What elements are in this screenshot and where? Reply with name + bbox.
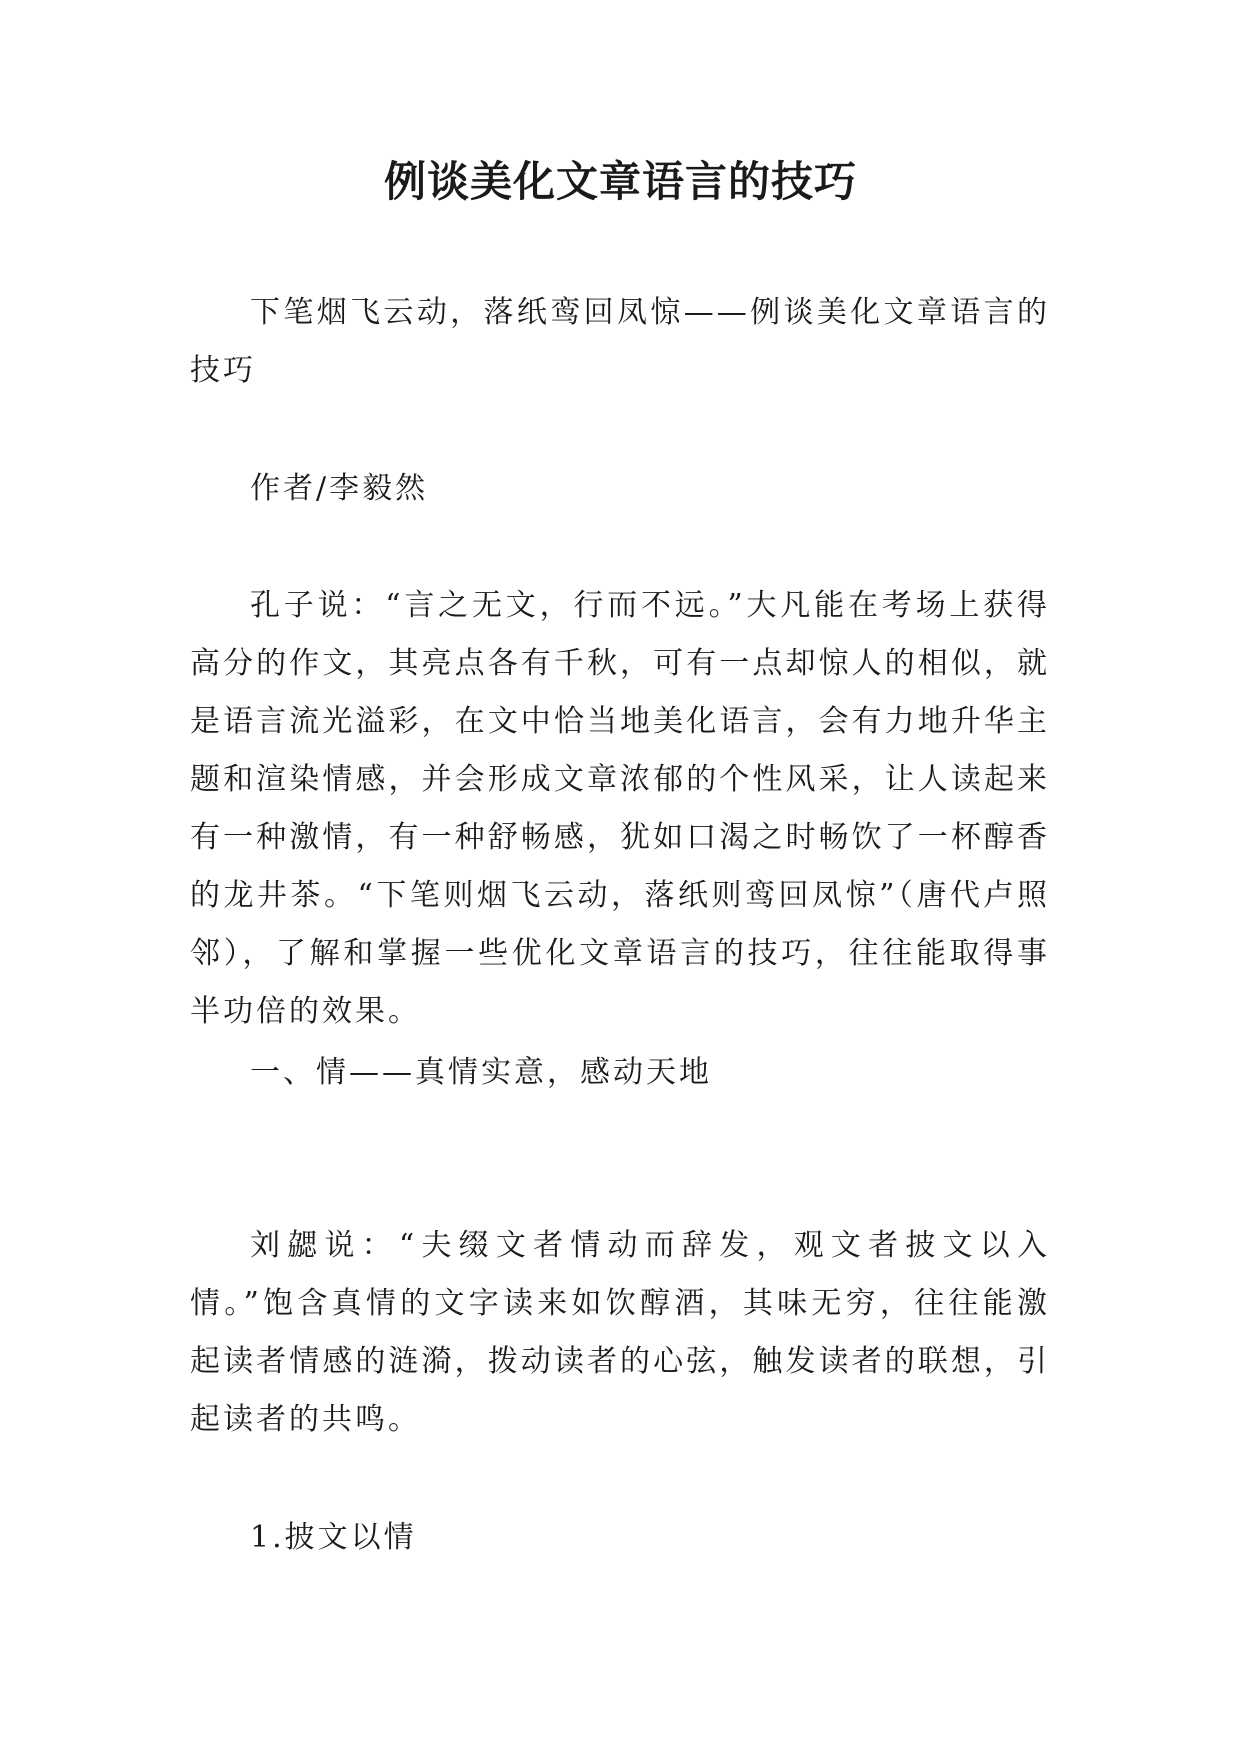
- section-heading: 一、情——真情实意，感动天地: [250, 1055, 712, 1090]
- body-paragraph: 刘勰说：“夫缀文者情动而辞发，观文者披文以入情。”饱含真情的文字读来如饮醇酒，其味无穷，往往能激起读者情感的涟漪，拨动读者的心弦，触发读者的联想，引起读者的共鸣。: [190, 1228, 1050, 1437]
- document-title: 例谈美化文章语言的技巧: [383, 157, 857, 206]
- subsection-heading: 1.披文以情: [250, 1520, 417, 1555]
- intro-paragraph: 孔子说：“言之无文，行而不远。”大凡能在考场上获得高分的作文，其亮点各有千秋，可有一点却惊人的相似，就是语言流光溢彩，在文中恰当地美化语言，会有力地升华主题和渲染情感，并会形成文章浓郁的个性风采，让人读起来有一种激情，有一种舒畅感，犹如口渴之时畅饮了一杯醇香的龙井茶。“下笔则烟飞云动，落纸则鸾回凤惊”（唐代卢照邻），了解和掌握一些优化文章语言的技巧，往往能取得事半功倍的效果。: [190, 588, 1050, 1029]
- subtitle-paragraph: 下笔烟飞云动，落纸鸾回凤惊——例谈美化文章语言的技巧: [190, 295, 1050, 388]
- author-line: 作者/李毅然: [250, 471, 429, 506]
